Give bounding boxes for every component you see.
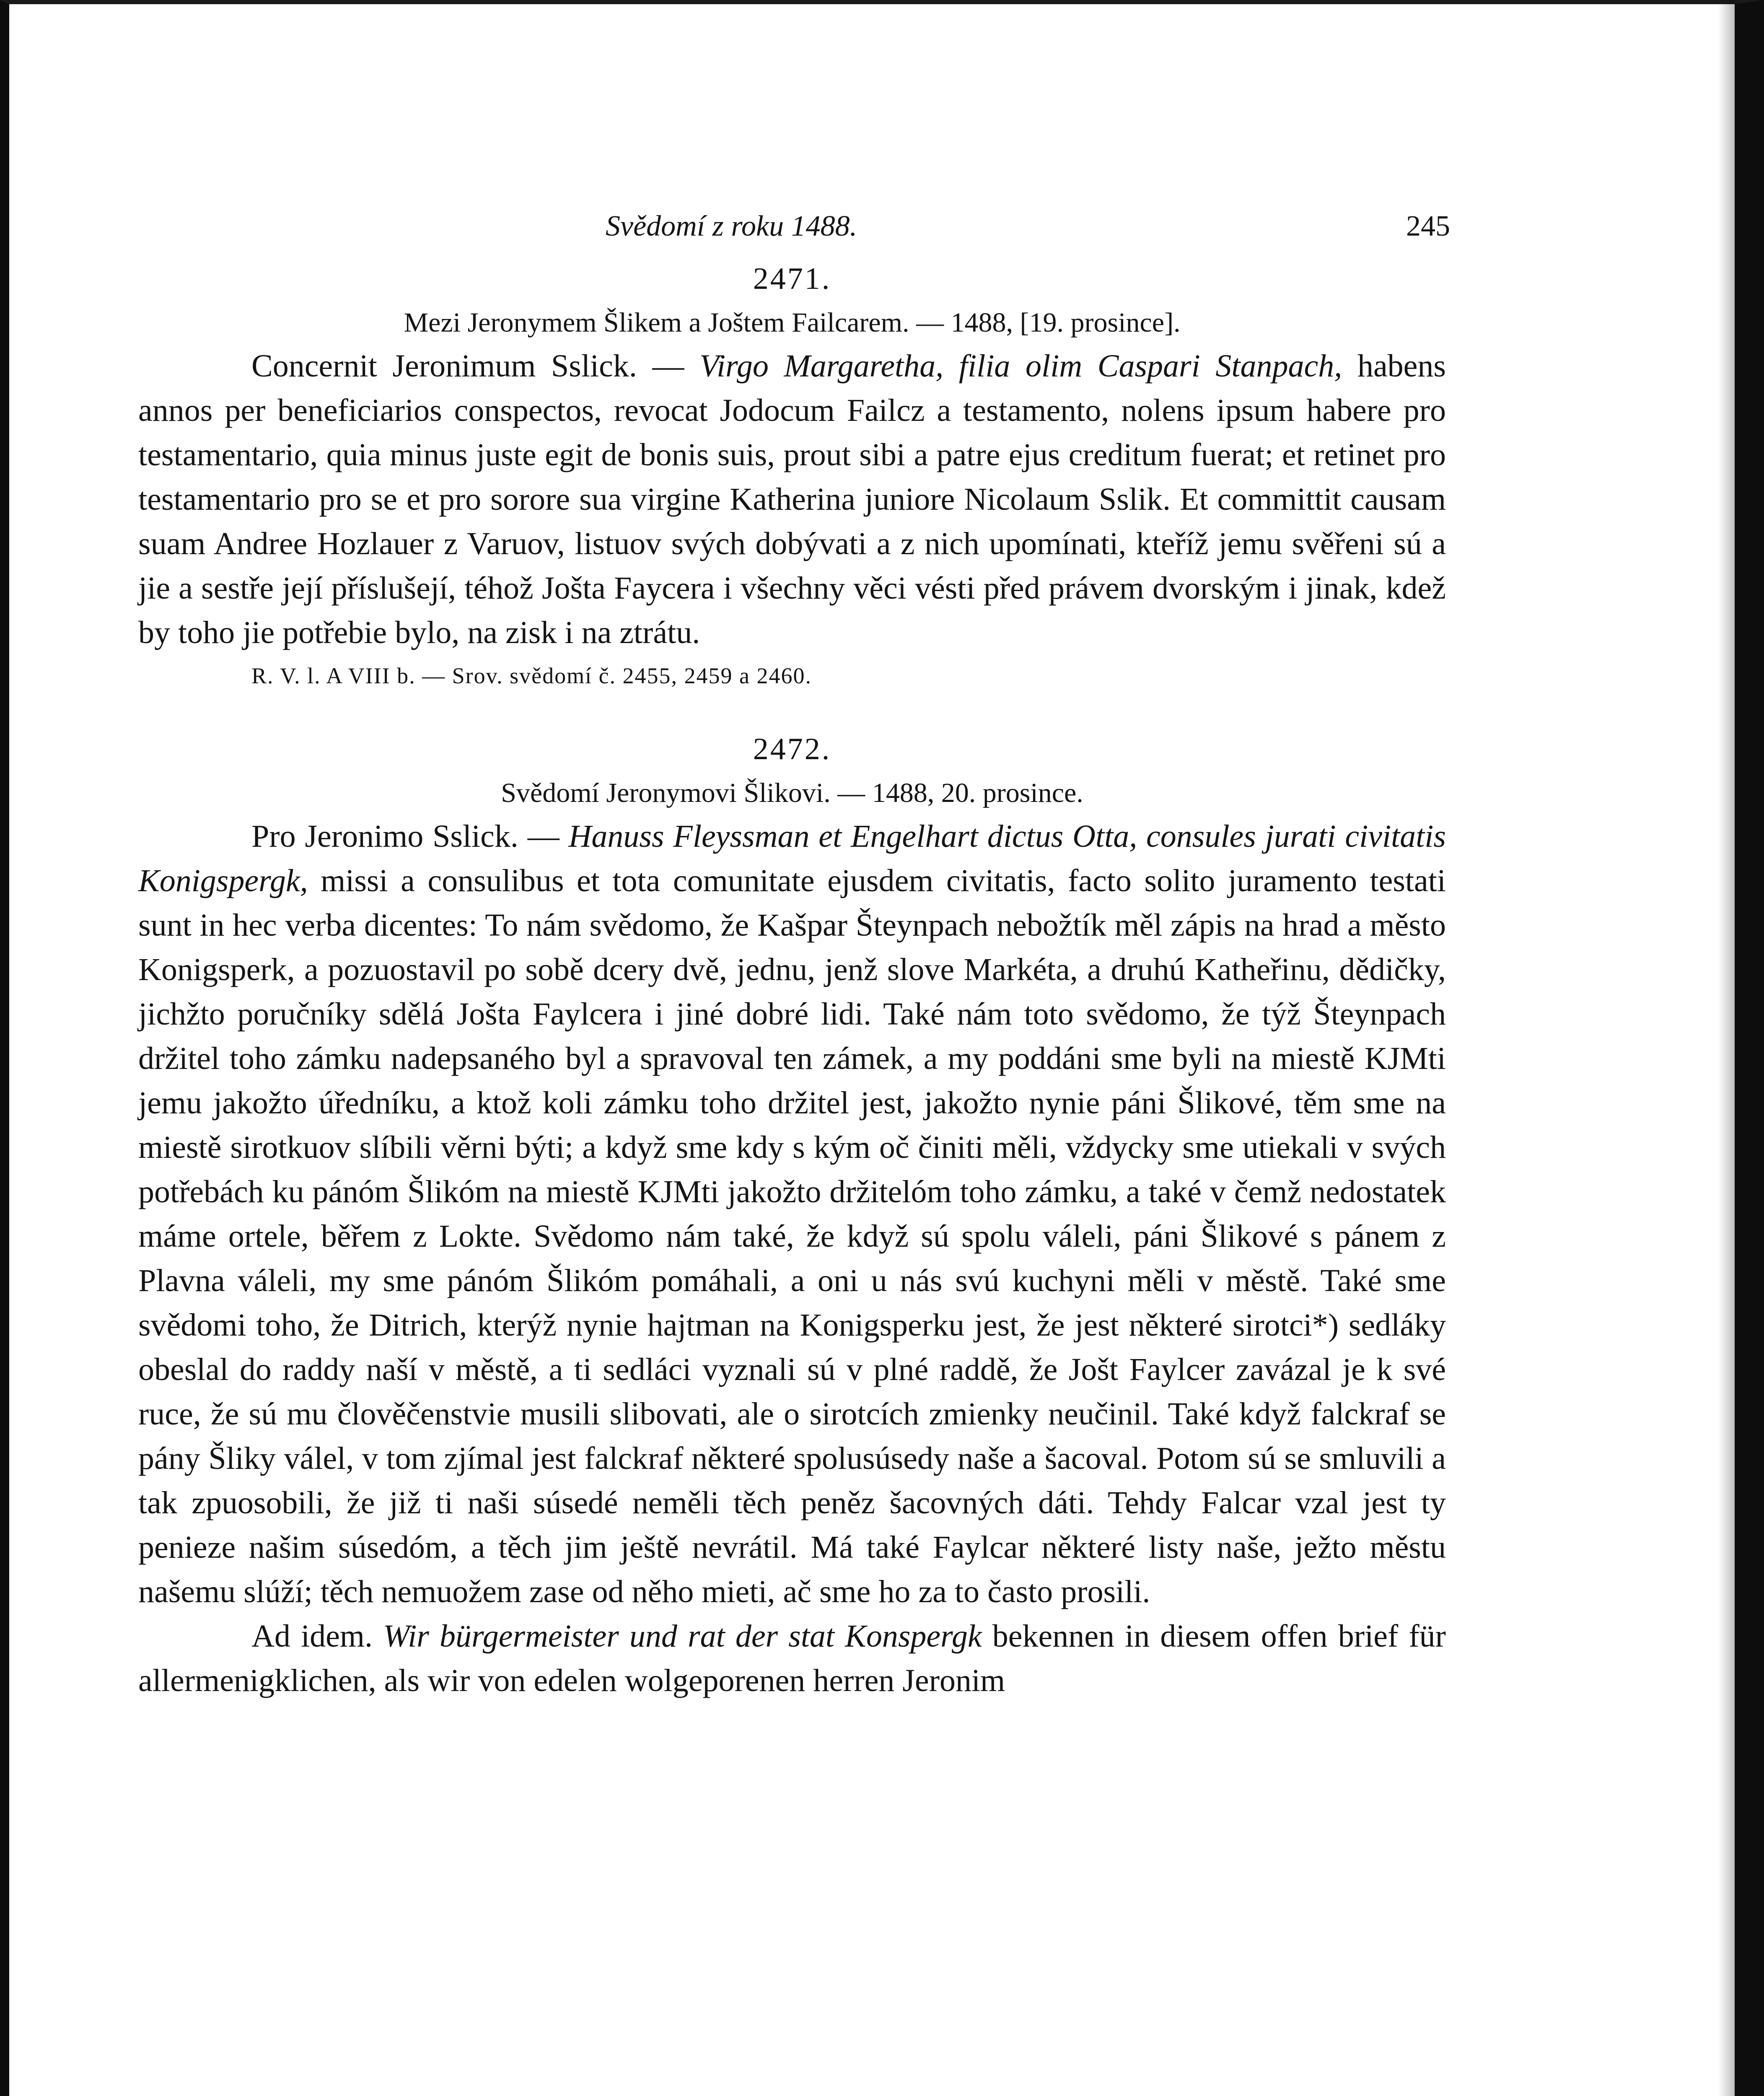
running-head [138,210,1450,256]
entry-text-continuation [138,1614,1446,1703]
entry-number: 2471. [753,262,831,296]
entry-text-lead: Concernit Jeronimum Sslick. — [251,348,700,384]
page-edge-shadow [1718,0,1735,2096]
entry-text-italic: Virgo Margaretha, filia olim Caspari Stanpach, [699,348,1342,384]
book-page [138,210,1450,1703]
spacer [138,697,1446,726]
entry-number: 2472. [753,732,831,766]
archive-reference: R. V. l. A VIII b. — Srov. svědomí č. 2455, 2459 a 2460. [251,663,812,688]
page-number: 245 [1406,210,1450,242]
entry-heading: Mezi Jeronymem Šlikem a Joštem Failcarem. — 1488, [19. prosince]. [404,307,1181,338]
entry-text-body: missi a consulibus et tota comunitate ejusdem civitatis, facto solito juramento testati sunt in hec verba dicentes: To nám svědomo, že Kašpar Šteynpach nebožtík měl zápis na hrad a město Konigsperk, a pozuostavil po sobě dcery dvě, jednu, jenž slove Markéta, a druhú Katheřinu, dědičky, jichžto poručníky sdělá Jošta Faylcera i jiné dobré lidi. Také nám toto svědomo, že týž Šteynpach držitel toho zámku nadepsaného byl a spravoval ten zámek, a my poddáni sme byli na miestě KJMti jemu jakožto úředníku, a ktož koli zámku toho držitel jest, jakožto nynie páni Šlikové, těm sme na miestě sirotkuov slíbili věrni býti; a když sme kdy s kým oč činiti měli, vždycky sme utiekali v svých potřebách ku pánóm Šlikóm na miestě KJMti jakožto držitelóm toho zámku, a také v čemž nedostatek máme ortele, běřem z Lokte. Svědomo nám také, že když sú spolu váleli, páni Šlikové s pánem z Plavna váleli, my sme pánóm Šlikóm pomáhali, a oni u nás svú kuchyni měli v městě. Také sme svědomi toho, že Ditrich, kterýž nynie hajtman na Konigsperku jest, že jest některé sirotci*) sedláky obeslal do raddy naší v městě, a ti sedláci vyznali sú v plné raddě, že Jošt Faylcer zavázal je k své ruce, že sú mu člověčenstvie musili slibovati, ale o sirotcích zmienky neučinil. Také když falckraf se pány Šliky válel, v tom zjímal jest falckraf některé spolusúsedy naše a šacoval. Potom sú se smluvili a tak zpuosobili, že již ti naši súsedé neměli těch peněz šacovných dáti. Tehdy Falcar vzal jest ty penieze našim súsedóm, a těch jim ještě nevrátil. Má také Faylcar některé listy naše, ježto městu našemu slúží; těch nemuožem zase od něho mieti, ač sme ho za to často prosili. [138,863,1446,1609]
entry-2471 [138,256,1446,697]
entry-text-lead: Pro Jeronimo Sslick. — [251,819,569,854]
running-head-title: Svědomí z roku 1488. [606,210,857,242]
entry-2472 [138,726,1446,1703]
entry-text-body: habens annos per beneficiarios conspectos, revocat Jodocum Failcz a testamento, nolens ipsum habere pro testamentario, quia minus juste egit de bonis suis, prout sibi a patre ejus creditum fuerat; et retinet pro testamentario pro se et pro sorore sua virgine Katherina juniore Nicolaum Sslik. Et committit causam suam Andree Hozlauer z Varuov, listuov svých dobývati a z nich upomínati, kteříž jemu svěřeni sú a jie a sestře její příslušejí, téhož Jošta Faycera i všechny věci vésti před právem dvorským i jinak, kdež by toho jie potřebie bylo, na zisk i na ztrátu. [138,348,1446,650]
entry-text-italic: Wir bürgermeister und rat der stat Konspergk [383,1619,982,1654]
entry-text [138,814,1446,1614]
entry-text-lead: Ad idem. [251,1619,383,1654]
entry-text-italic: Hanuss Fleyssman et Engelhart dictus Otta, consules jurati civitatis Konigspergk, [138,819,1446,898]
entry-heading: Svědomí Jeronymovi Šlikovi. — 1488, 20. prosince. [501,778,1083,808]
entry-text [138,344,1446,655]
entry-text-body: bekennen in diesem offen brief für allermenigklichen, als wir von edelen wolgeporenen herren Jeronim [138,1619,1446,1698]
